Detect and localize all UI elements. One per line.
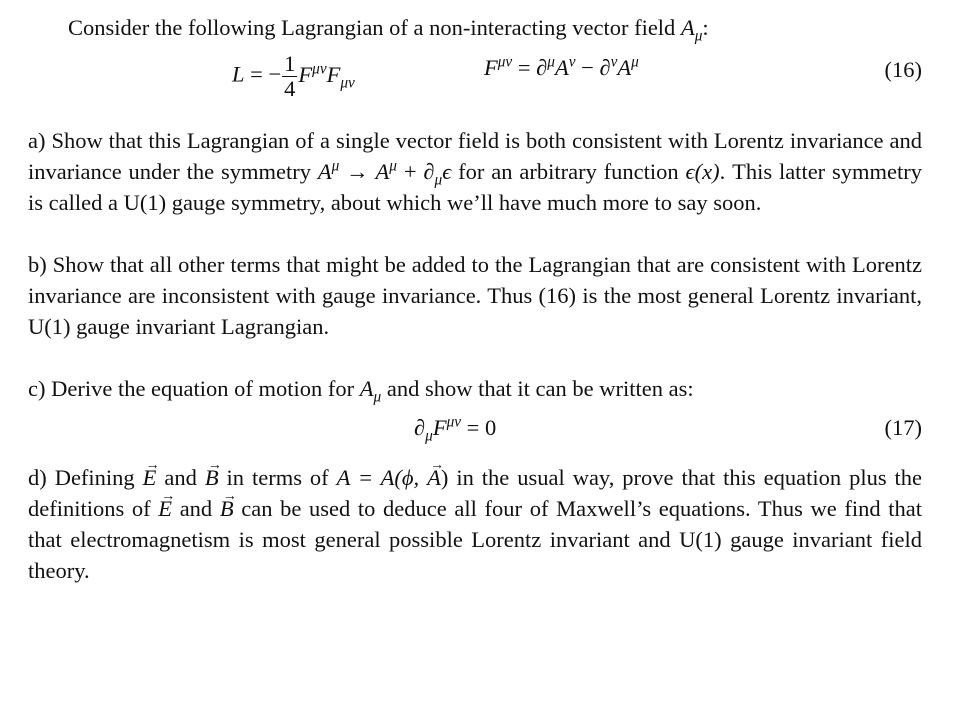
part-a-paragraph: a) Show that this Lagrangian of a single vector field is both consistent with Lorentz invariance and invariance under the symmetry $A^\mu \to A^\mu + \partial_\mu\epsilon$ for an arbitrary function ϵ(x). This latter symmetry is called a U(1) gauge symmetry, about which we’ll have much more to say soon.: [28, 128, 923, 215]
vector-b: → B: [205, 462, 219, 493]
intro-paragraph: Consider the following Lagrangian of a non-interacting vector field $A_\mu$:: [68, 15, 709, 45]
one-quarter-fraction: $\frac{1}{4}$: [284, 51, 296, 101]
vector-e-2: → E: [158, 493, 172, 524]
equation-16: [28, 43, 922, 113]
intro-field-symbol: $A_\mu$: [680, 15, 703, 45]
vector-a: → A: [427, 462, 441, 493]
equation-number-17: (17): [884, 415, 922, 440]
lagrangian-expression: L = − $\frac{1}{4}$ $F^{\mu\nu}F_{\mu\nu}$: [232, 51, 355, 101]
equation-of-motion: $\partial_\mu F^{\mu\nu} = 0$: [414, 413, 497, 445]
part-d-paragraph: d) Defining → E and → B in terms of A = A(ϕ, → A) in the usual way, prove that this equation plus the definitions of → E and → B can be used to deduce all four of Maxwell’s equations. Thus we find that that electromagnetism is most general possible Lorentz invariant and U(1) gauge invariant field theory.: [28, 462, 922, 586]
part-c-paragraph: c) Derive the equation of motion for $A_\mu$ and show that it can be written as:: [28, 376, 694, 406]
vector-b-2: → B: [220, 493, 234, 524]
field-strength-definition: $F^{\mu\nu} = \partial^\mu A^\nu - \partial^\nu A^\mu$: [484, 53, 639, 80]
equation-number-16: (16): [884, 57, 922, 82]
vector-e: → E: [143, 462, 157, 493]
part-b-paragraph: b) Show that all other terms that might be added to the Lagrangian that are consistent with Lorentz invariance are inconsistent with gauge invariance. Thus (16) is the most general Lorentz invariant, U(1) gauge invariant Lagrangian.: [28, 252, 922, 339]
intro-text: Consider the following Lagrangian of a non-interacting vector field: [68, 15, 676, 40]
problem-page: [28, 12, 922, 586]
equation-17: [28, 404, 922, 450]
